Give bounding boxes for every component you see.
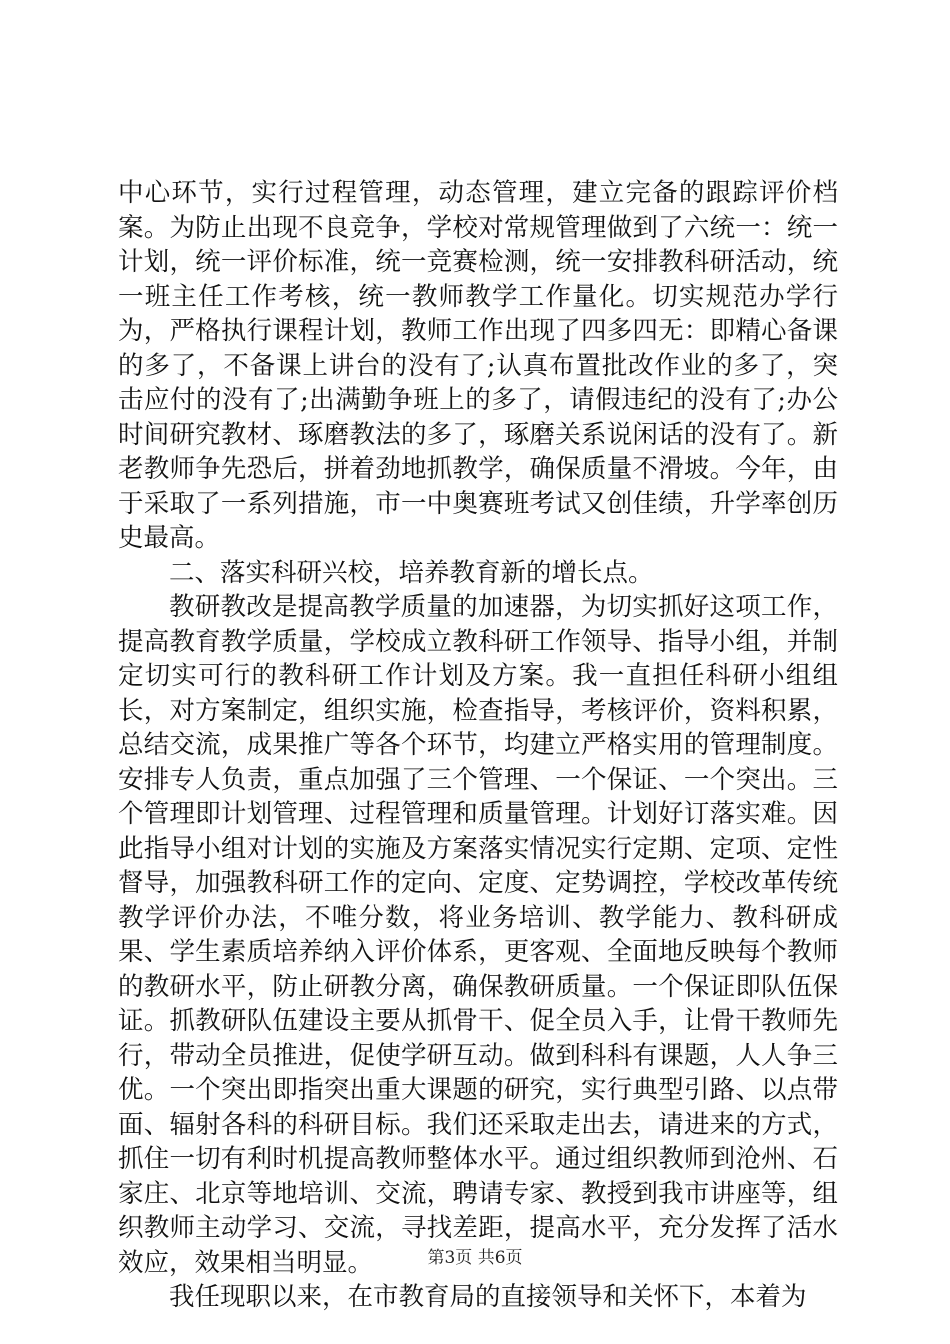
paragraph-continuation: 中心环节，实行过程管理，动态管理，建立完备的跟踪评价档案。为防止出现不良竞争，学校对常规管理做到了六统一：统一计划，统一评价标准，统一竞赛检测，统一安排教科研活动，统一班主任工作考核，统一教师教学工作量化。切实规范办学行为，严格执行课程计划，教师工作出现了四多四无：即精心备课的多了，不备课上讲台的没有了;认真布置批改作业的多了，突击应付的没有了;出满勤争班上的多了，请假违纪的没有了;办公时间研究教材、琢磨教法的多了，琢磨关系说闲话的没有了。新老教师争先恐后，拼着劲地抓教学，确保质量不滑坡。今年，由于采取了一系列措施，市一中奥赛班考试又创佳绩，升学率创历史最高。	[118, 178, 838, 553]
paragraph-closing: 我任现职以来，在市教育局的直接领导和关怀下，本着为	[169, 1282, 807, 1312]
document-body	[118, 176, 838, 1315]
paragraph-research: 教研教改是提高教学质量的加速器，为切实抓好这项工作，提高教育教学质量，学校成立教科研工作领导、指导小组，并制定切实可行的教科研工作计划及方案。我一直担任科研小组组长，对方案制定，组织实施，检查指导，考核评价，资料积累，总结交流，成果推广等各个环节，均建立严格实用的管理制度。安排专人负责，重点加强了三个管理、一个保证、一个突出。三个管理即计划管理、过程管理和质量管理。计划好订落实难。因此指导小组对计划的实施及方案落实情况实行定期、定项、定性督导，加强教科研工作的定向、定度、定势调控，学校改革传统教学评价办法，不唯分数，将业务培训、教学能力、教科研成果、学生素质培养纳入评价体系，更客观、全面地反映每个教师的教研水平，防止研教分离，确保教研质量。一个保证即队伍保证。抓教研队伍建设主要从抓骨干、促全员入手，让骨干教师先行，带动全员推进，促使学研互动。做到科科有课题，人人争三优。一个突出即指突出重大课题的研究，实行典型引路、以点带面、辐射各科的科研目标。我们还采取走出去，请进来的方式，抓住一切有利时机提高教师整体水平。通过组织教师到沧州、石家庄、北京等地培训、交流，聘请专家、教授到我市讲座等，组织教师主动学习、交流，寻找差距，提高水平，充分发挥了活水效应，效果相当明显。	[118, 592, 838, 1278]
page-footer: 第3页 共6页	[427, 1248, 523, 1268]
section-heading: 二、落实科研兴校，培养教育新的增长点。	[169, 557, 654, 588]
